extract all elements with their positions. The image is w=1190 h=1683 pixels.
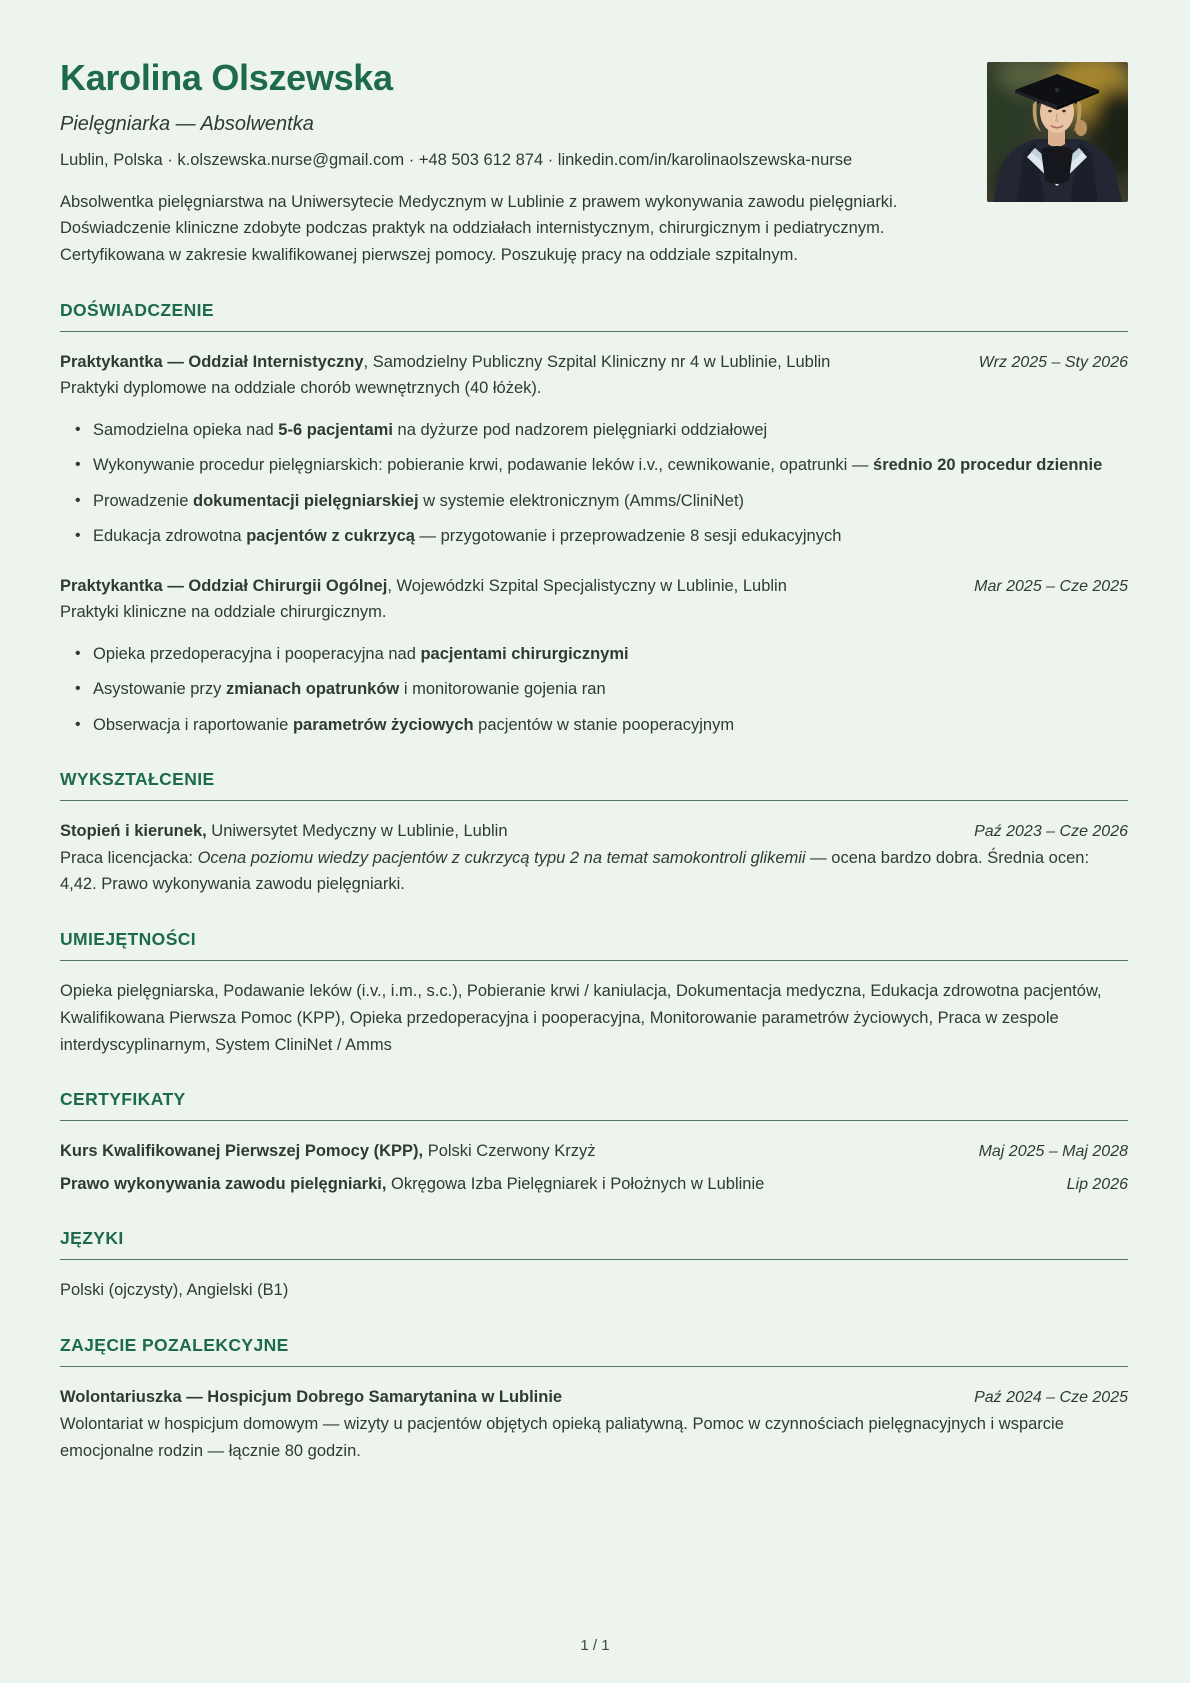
volunteer-description: Wolontariat w hospicjum domowym — wizyty u pacjentów objętych opieką paliatywną. Pomoc w czynnościach pielęgnacyjnych i wsparcie emocjonalne rodzin — łącznie 80 godzin.	[60, 1414, 1064, 1460]
job-bullet: • Samodzielna opieka nad 5-6 pacjentami na dyżurze pod nadzorem pielęgniarki oddziałowej	[75, 417, 1128, 443]
degree-title-line	[60, 818, 974, 844]
section-title-skills: UMIEJĘTNOŚCI	[60, 929, 1128, 961]
header	[60, 56, 1128, 269]
section-languages	[60, 1228, 1128, 1304]
certificate-row-license	[60, 1171, 1128, 1198]
job-date: Wrz 2025 – Sty 2026	[978, 353, 1128, 371]
education-description: Praca licencjacka: Ocena poziomu wiedzy pacjentów z cukrzycą typu 2 na temat samokontroli glikemii — ocena bardzo dobra. Średnia ocen: 4,42. Prawo wykonywania zawodu pielęgniarki.	[60, 848, 1090, 894]
job-bullet-list	[60, 641, 1128, 738]
section-title-languages: JĘZYKI	[60, 1228, 1128, 1260]
job-company: , Wojewódzki Szpital Specjalistyczny w Lublinie, Lublin	[387, 576, 787, 595]
certificate-name: Prawo wykonywania zawodu pielęgniarki,	[60, 1174, 387, 1193]
certificate-name: Kurs Kwalifikowanej Pierwszej Pomocy (KPP),	[60, 1142, 424, 1161]
job-title-line	[60, 573, 974, 599]
volunteer-role: Wolontariuszka — Hospicjum Dobrego Samarytanina w Lublinie	[60, 1388, 563, 1407]
job-bullet-list	[60, 417, 1128, 550]
section-education	[60, 769, 1128, 898]
certificate-issuer: Polski Czerwony Krzyż	[423, 1142, 596, 1161]
job-bullet: • Asystowanie przy zmianach opatrunków i monitorowanie gojenia ran	[75, 676, 1128, 702]
experience-entry-surgery	[60, 573, 1128, 738]
job-title: Praktykantka — Oddział Internistyczny	[60, 352, 364, 371]
header-text	[60, 56, 908, 269]
job-subtitle: Pielęgniarka — Absolwentka	[60, 113, 314, 136]
section-title-experience: DOŚWIADCZENIE	[60, 300, 1128, 332]
degree-school: Uniwersytet Medyczny w Lublinie, Lublin	[206, 822, 508, 841]
page-title: Karolina Olszewska	[60, 57, 393, 98]
certificate-date: Lip 2026	[1066, 1175, 1128, 1193]
certificate-date: Maj 2025 – Maj 2028	[978, 1143, 1128, 1161]
contact-line: Lublin, Polska · k.olszewska.nurse@gmail.com · +48 503 612 874 · linkedin.com/in/karolinaolszewska-nurse	[60, 151, 853, 170]
thesis-title: Ocena poziomu wiedzy pacjentów z cukrzycą typu 2 na temat samokontroli glikemii	[197, 848, 806, 867]
section-certificates	[60, 1089, 1128, 1197]
graduation-photo-illustration	[987, 62, 1128, 202]
experience-entry-internal-medicine	[60, 349, 1128, 550]
degree-title: Stopień i kierunek,	[60, 822, 207, 841]
languages-text: Polski (ojczysty), Angielski (B1)	[60, 1281, 289, 1300]
job-title: Praktykantka — Oddział Chirurgii Ogólnej	[60, 576, 388, 595]
certificate-issuer: Okręgowa Izba Pielęgniarek i Położnych w Lublinie	[386, 1174, 765, 1193]
section-experience	[60, 300, 1128, 738]
section-extracurricular	[60, 1335, 1128, 1464]
job-description: Praktyki kliniczne na oddziale chirurgicznym.	[60, 603, 387, 622]
volunteer-entry	[60, 1384, 1128, 1464]
section-title-extracurricular: ZAJĘCIE POZALEKCYJNE	[60, 1335, 1128, 1367]
education-date: Paź 2023 – Cze 2026	[974, 823, 1128, 841]
job-company: , Samodzielny Publiczny Szpital Kliniczny nr 4 w Lublinie, Lublin	[363, 352, 831, 371]
certificate-row-kpp	[60, 1138, 1128, 1165]
job-bullet: • Obserwacja i raportowanie parametrów życiowych pacjentów w stanie pooperacyjnym	[75, 712, 1128, 738]
section-title-education: WYKSZTAŁCENIE	[60, 769, 1128, 801]
education-entry	[60, 818, 1128, 898]
job-date: Mar 2025 – Cze 2025	[974, 577, 1128, 595]
job-bullet: • Opieka przedoperacyjna i pooperacyjna nad pacjentami chirurgicznymi	[75, 641, 1128, 667]
job-description: Praktyki dyplomowe na oddziale chorób wewnętrznych (40 łóżek).	[60, 379, 542, 398]
graduation-photo	[987, 62, 1128, 202]
skills-text: Opieka pielęgniarska, Podawanie leków (i.v., i.m., s.c.), Pobieranie krwi / kaniulacja, Dokumentacja medyczna, Edukacja zdrowotna pacjentów, Kwalifikowana Pierwsza Pomoc (KPP), Opieka przedoperacyjna i pooperacyjna, Monitorowanie parametrów życiowych, Praca w zespole interdyscyplinarnym, System CliniNet / Amms	[60, 982, 1102, 1054]
job-bullet: • Edukacja zdrowotna pacjentów z cukrzycą — przygotowanie i przeprowadzenie 8 sesji edukacyjnych	[75, 523, 1128, 549]
section-skills	[60, 929, 1128, 1058]
volunteer-date: Paź 2024 – Cze 2025	[974, 1389, 1128, 1407]
job-bullet: • Wykonywanie procedur pielęgniarskich: pobieranie krwi, podawanie leków i.v., cewnikowanie, opatrunki — średnio 20 procedur dziennie	[75, 452, 1128, 478]
section-title-certificates: CERTYFIKATY	[60, 1089, 1128, 1121]
job-title-line	[60, 349, 979, 375]
page-number: 1 / 1	[580, 1637, 610, 1654]
job-bullet: • Prowadzenie dokumentacji pielęgniarskiej w systemie elektronicznym (Amms/CliniNet)	[75, 488, 1128, 514]
profile-summary: Absolwentka pielęgniarstwa na Uniwersytecie Medycznym w Lublinie z prawem wykonywania zawodu pielęgniarki. Doświadczenie kliniczne zdobyte podczas praktyk na oddziałach internistycznym, chirurgicznym i pediatrycznym. Certyfikowana w zakresie kwalifikowanej pierwszej pomocy. Poszukuję pracy na oddziale szpitalnym.	[60, 192, 898, 265]
